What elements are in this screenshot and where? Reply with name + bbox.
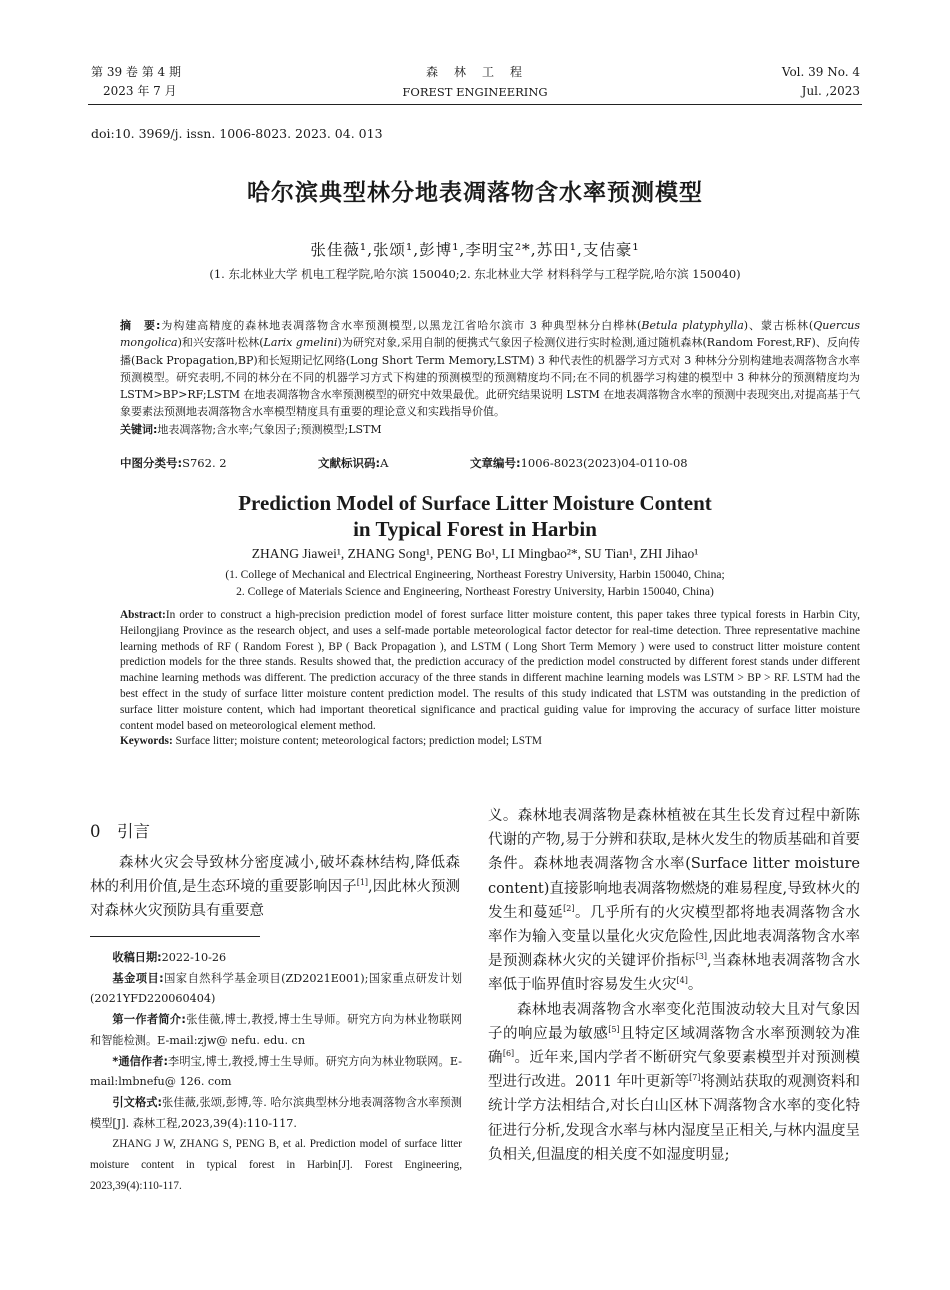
doc-code: A (380, 456, 389, 470)
header-date: 2023 年 7 月 (103, 84, 177, 98)
header-date-en: Jul. ,2023 (801, 84, 860, 98)
latin-name: Quercus mongolica (120, 319, 860, 350)
citation-en: ZHANG J W, ZHANG S, PENG B, et al. Prediction model of surface litter moisture content in typical forest in Harbin[J]. Forest Engineering, 2023,39(4):110-117. (90, 1138, 462, 1192)
citation: [1] (356, 878, 369, 888)
article-number: 1006-8023(2023)04-0110-08 (520, 456, 688, 470)
abstract-en: Abstract:In order to construct a high-precision prediction model of forest surface litter moisture content, this paper takes three typical forests in Harbin City, Heilongjiang Province as the research object, and uses a self-made portable meteorological factor detector for real-time detection. Three representative machine learning methods of RF ( Random Forest ), BP ( Back Propagation ), and LSTM ( Long Short Term Memory ) were used to construct litter moisture content prediction models for the three stands. Results showed that, the prediction accuracy of the prediction model constructed by different forest stands under different machine learning methods was different. The prediction accuracy of the three stands in different machine learning models was LSTM > BP > RF. LSTM had the best effect in the study of surface litter moisture content prediction model. The results of this study indicated that LSTM was outstanding in the prediction of surface litter moisture content, which had important theoretical significance and practical guiding value for improving the accuracy of surface litter moisture content model based on meteorological element method. Keywords: Surface litter; moisture content; meteorological factors; prediction model; LSTM (120, 609, 860, 748)
authors-en: ZHANG Jiawei¹, ZHANG Song¹, PENG Bo¹, LI Mingbao²*, SU Tian¹, ZHI Jihao¹ (251, 546, 699, 561)
citation: [3] (695, 952, 708, 962)
doi: doi:10. 3969/j. issn. 1006-8023. 2023. 04. 013 (91, 126, 383, 141)
first-author: 张佳薇,博士,教授,博士生导师。研究方向为林业物联网和智能检测。E-mail:zjw@ nefu. edu. cn (90, 1013, 462, 1047)
received-date: 2022-10-26 (161, 951, 227, 964)
affiliation-zh: (1. 东北林业大学 机电工程学院,哈尔滨 150040;2. 东北林业大学 材料科学与工程学院,哈尔滨 150040) (209, 267, 741, 281)
citation: [7] (689, 1073, 701, 1083)
paragraph: 森林地表凋落物含水率变化范围波动较大且对气象因子的响应最为敏感[5]且特定区域凋落物含水率预测较为准确[6]。近年来,国内学者不断研究气象要素模型并对预测模型进行改进。2011 年叶更新等[7]将测站获取的观测资料和统计学方法相结合,对长白山区林下凋落物含水率的变化特征进行分析,发现含水率与林内湿度呈正相关,与林内温度呈负相关,但温度的相关度不如湿度明显; (488, 1001, 861, 1163)
citation: [5] (608, 1025, 620, 1034)
title-en: Prediction Model of Surface Litter Moisture Content in Typical Forest in Harbin (238, 491, 712, 541)
fund-info: 国家自然科学基金项目(ZD2021E001);国家重点研发计划(2021YFD220060404) (90, 971, 463, 1006)
footnotes: 收稿日期:2022-10-26 基金项目:国家自然科学基金项目(ZD2021E001);国家重点研发计划(2021YFD220060404) 第一作者简介:张佳薇,博士,教授,博士生导师。研究方向为林业物联网和智能检测。E-mail:zjw@ nefu. edu. cn *通信作者:李明宝,博士,教授,博士生导师。研究方向为林业物联网。E-mail:lmbnefu@ 126. com 引文格式:张佳薇,张颂,彭博,等. 哈尔滨典型林分地表凋落物含水率预测模型[J]. 森林工程,2023,39(4):110-117. ZHANG J W, ZHANG S, PENG B, et al. Prediction model of surface litter moisture content in typical forest in Harbin[J]. Forest Engineering, 2023,39(4):110-117. (90, 951, 463, 1192)
latin-name: Larix gmelini (263, 336, 338, 350)
header-journal-zh: 森 林 工 程 (425, 65, 524, 79)
keywords-zh-label: 关键词: (120, 422, 158, 436)
section-title: 0 引言 (90, 822, 150, 841)
header-journal-en: FOREST ENGINEERING (402, 85, 548, 99)
title-zh: 哈尔滨典型林分地表凋落物含水率预测模型 (247, 180, 703, 206)
header-volume: 第 39 卷 第 4 期 (91, 65, 181, 79)
affiliation-en: (1. College of Mechanical and Electrical Engineering, Northeast Forestry University, Harbin 150040, China; 2. College of Materials Science and Engineering, Northeast Forestry University, Harbin 150040, China) (225, 569, 725, 598)
keywords-en: Surface litter; moisture content; meteorological factors; prediction model; LSTM (175, 735, 542, 748)
abstract-zh: 摘 要:为构建高精度的森林地表凋落物含水率预测模型,以黑龙江省哈尔滨市 3 种典型林分白桦林(Betula platyphylla)、蒙古栎林(Quercus mongolica)和兴安落叶松林(Larix gmelini)为研究对象,采用自制的便携式气象因子检测仪进行实时检测,通过随机森林(Random Forest,RF)、反向传播(Back Propagation,BP)和长短期记忆网络(Long Short Term Memory,LSTM) 3 种代表性的机器学习方式对 3 种林分分别构建地表凋落物含水率预测模型。研究表明,不同的林分在不同的机器学习方式下构建的预测模型的预测精度均不同;在不同的机器学习构建的模型中 3 种林分的预测精度均为 LSTM>BP>RF;LSTM 在地表凋落物含水率预测模型的研究中效果最优。此研究结果说明 LSTM 在地表凋落物含水率的预测中表现突出,对提高基于气象要素法预测地表凋落物含水率模型精度具有重要的理论意义和实践指导价值。 关键词:地表凋落物;含水率;气象因子;预测模型;LSTM (120, 319, 860, 436)
keywords-zh: 地表凋落物;含水率;气象因子;预测模型;LSTM (157, 422, 382, 436)
abstract-en-label: Abstract: (120, 609, 166, 621)
corresponding-author: 李明宝,博士,教授,博士生导师。研究方向为林业物联网。E-mail:lmbnefu@ 126. com (90, 1054, 462, 1089)
latin-name: Betula platyphylla (641, 319, 744, 332)
keywords-en-label: Keywords: (120, 735, 173, 748)
citation: [6] (502, 1049, 515, 1059)
right-column-text (488, 804, 860, 1167)
abstract-zh-label: 摘 要: (120, 319, 161, 332)
header-volume-en: Vol. 39 No. 4 (781, 65, 860, 79)
footnote-rule (90, 936, 260, 937)
citation: [4] (676, 976, 688, 986)
authors-zh: 张佳薇¹,张颂¹,彭博¹,李明宝²*,苏田¹,支佶豪¹ (310, 241, 640, 259)
citation: [2] (563, 903, 575, 913)
header-rule (88, 104, 862, 105)
paragraph: 义。森林地表凋落物是森林植被在其生长发育过程中新陈代谢的产物,易于分辨和获取,是林火发生的物质基础和首要条件。森林地表凋落物含水率(Surface litter moisture content)直接影响地表凋落物燃烧的难易程度,导致林火的发生和蔓延[2]。几乎所有的火灾模型都将地表凋落物含水率作为输入变量以量化火灾危险性,因此地表凋落物含水率是预测森林火灾的关键评价指标[3],当森林地表凋落物含水率低于临界值时容易发生火灾[4]。 (488, 808, 861, 994)
intro-paragraph: 森林火灾会导致林分密度减小,破坏森林结构,降低森林的利用价值,是生态环境的重要影响因子[1],因此林火预测对森林火灾预防具有重要意 (90, 855, 461, 920)
citation-zh: 张佳薇,张颂,彭博,等. 哈尔滨典型林分地表凋落物含水率预测模型[J]. 森林工程,2023,39(4):110-117. (90, 1095, 462, 1130)
clc-number: S762. 2 (182, 456, 227, 470)
